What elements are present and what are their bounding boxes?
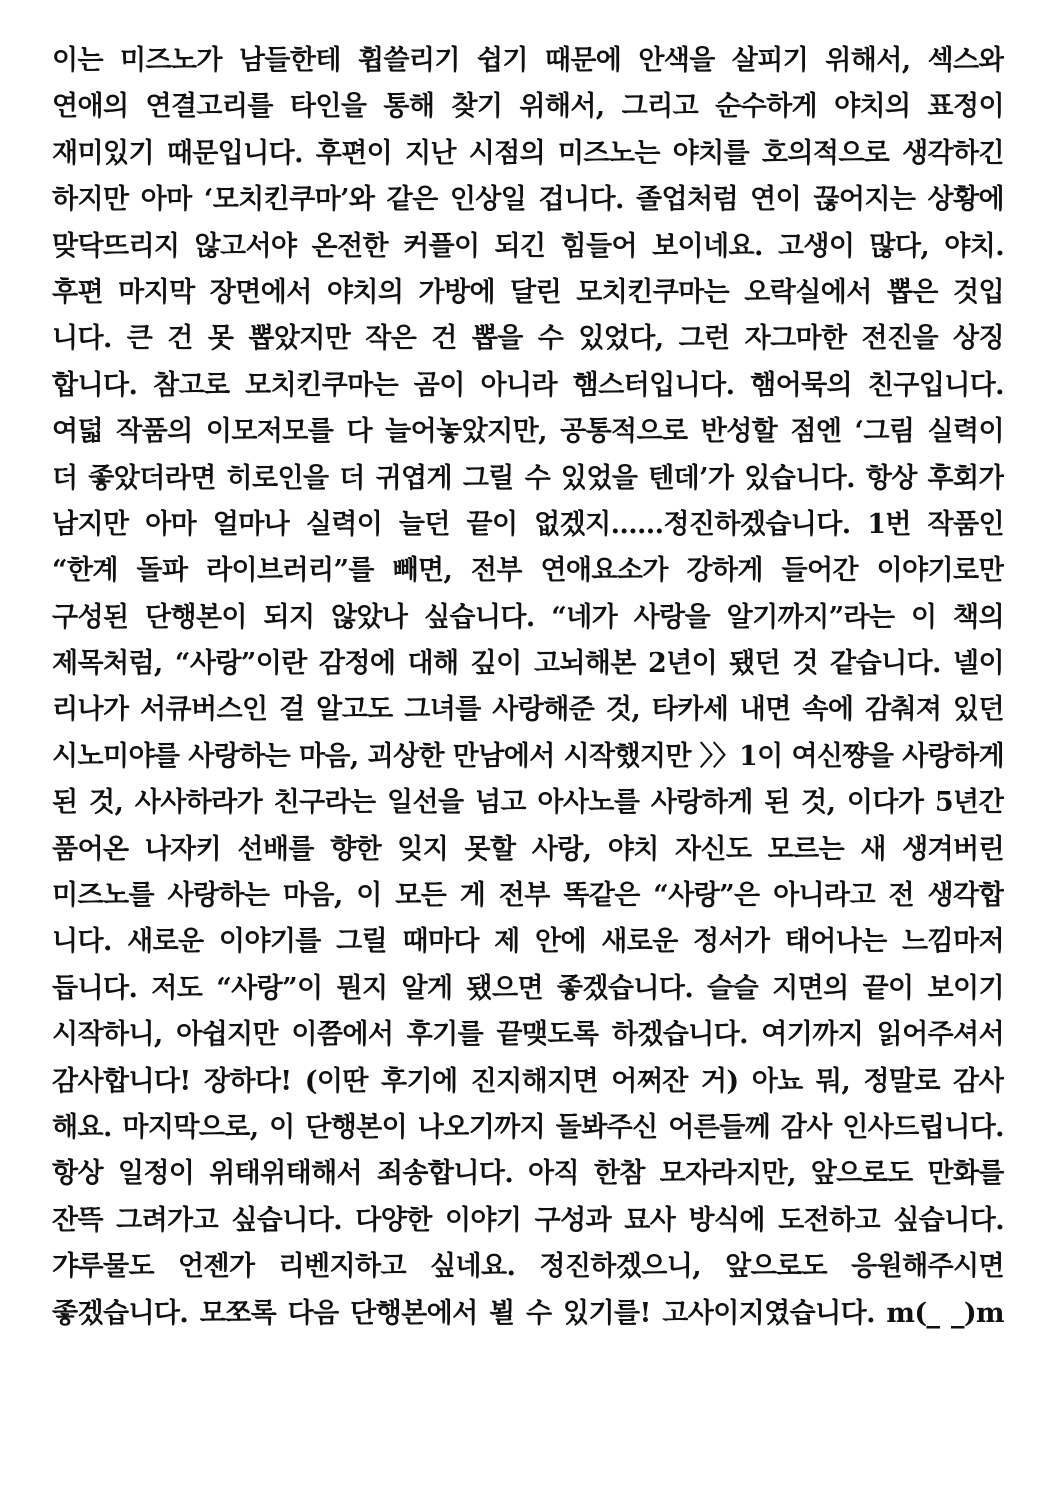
text-line: 합니다. 참고로 모치킨쿠마는 곰이 아니라 햄스터입니다. 햄어묵의 친구입니다.: [52, 369, 1004, 401]
text-line: 제목처럼, “사랑”이란 감정에 대해 깊이 고뇌해본 2년이 됐던 것 같습니다. 넬이: [52, 648, 1004, 680]
afterword-text: [52, 38, 1004, 1337]
text-line: 된 것, 사사하라가 친구라는 일선을 넘고 아사노를 사랑하게 된 것, 이다가 5년간: [52, 787, 1004, 819]
text-line: 항상 일정이 위태위태해서 죄송합니다. 아직 한참 모자라지만, 앞으로도 만화를: [52, 1158, 1004, 1190]
text-line: 이는 미즈노가 남들한테 휩쓸리기 쉽기 때문에 안색을 살피기 위해서, 섹스와: [52, 45, 1004, 76]
text-line: 니다. 새로운 이야기를 그릴 때마다 제 안에 새로운 정서가 태어나는 느낌마저: [52, 926, 1004, 958]
text-line: 하지만 아마 ‘모치킨쿠마’와 같은 인상일 겁니다. 졸업처럼 연이 끊어지는 상황에: [52, 184, 1004, 216]
text-line: 연애의 연결고리를 타인을 통해 찾기 위해서, 그리고 순수하게 야치의 표정이: [52, 91, 1004, 123]
text-line: 좋겠습니다. 모쪼록 다음 단행본에서 뵐 수 있기를! 고사이지였습니다. m(_ _)m: [52, 1297, 1004, 1329]
text-line: 듭니다. 저도 “사랑”이 뭔지 알게 됐으면 좋겠습니다. 슬슬 지면의 끝이 보이기: [52, 972, 1004, 1004]
text-line: 재미있기 때문입니다. 후편이 지난 시점의 미즈노는 야치를 호의적으로 생각하긴: [52, 137, 1004, 169]
text-line: 맞닥뜨리지 않고서야 온전한 커플이 되긴 힘들어 보이네요. 고생이 많다, 야치.: [52, 230, 1004, 262]
text-line: 구성된 단행본이 되지 않았나 싶습니다. “네가 사랑을 알기까지”라는 이 책의: [52, 601, 1004, 633]
text-line: 니다. 큰 건 못 뽑았지만 작은 건 뽑을 수 있었다, 그런 자그마한 전진을 상징: [52, 323, 1004, 355]
text-line: 시노미야를 사랑하는 마음, 괴상한 만남에서 시작했지만 〉〉1이 여신쨩을 사랑하게: [52, 740, 1004, 772]
text-line: 잔뜩 그려가고 싶습니다. 다양한 이야기 구성과 묘사 방식에 도전하고 싶습니다.: [52, 1204, 1004, 1236]
text-line: 감사합니다! 장하다! (이딴 후기에 진지해지면 어쩌잔 거) 아뇨 뭐, 정말로 감사: [52, 1065, 1004, 1097]
text-line: 시작하니, 아쉽지만 이쯤에서 후기를 끝맺도록 하겠습니다. 여기까지 읽어주셔서: [52, 1019, 1004, 1051]
text-line: 품어온 나자키 선배를 향한 잊지 못할 사랑, 야치 자신도 모르는 새 생겨버린: [52, 833, 1004, 865]
text-line: 여덟 작품의 이모저모를 다 늘어놓았지만, 공통적으로 반성할 점엔 ‘그림 실력이: [52, 416, 1004, 448]
text-line: 해요. 마지막으로, 이 단행본이 나오기까지 돌봐주신 어른들께 감사 인사드립니다.: [52, 1111, 1004, 1143]
text-line: 갸루물도 언젠가 리벤지하고 싶네요. 정진하겠으니, 앞으로도 응원해주시면: [52, 1251, 1004, 1283]
text-line: “한계 돌파 라이브러리”를 빼면, 전부 연애요소가 강하게 들어간 이야기로만: [52, 555, 1004, 587]
text-line: 남지만 아마 얼마나 실력이 늘던 끝이 없겠지……정진하겠습니다. 1번 작품인: [52, 508, 1004, 540]
text-line: 더 좋았더라면 히로인을 더 귀엽게 그릴 수 있었을 텐데’가 있습니다. 항상 후회가: [52, 462, 1004, 494]
text-line: 리나가 서큐버스인 걸 알고도 그녀를 사랑해준 것, 타카세 내면 속에 감춰져 있던: [52, 694, 1004, 726]
text-line: 후편 마지막 장면에서 야치의 가방에 달린 모치킨쿠마는 오락실에서 뽑은 것입: [52, 276, 1004, 308]
text-line: 미즈노를 사랑하는 마음, 이 모든 게 전부 똑같은 “사랑”은 아니라고 전 생각합: [52, 880, 1004, 912]
